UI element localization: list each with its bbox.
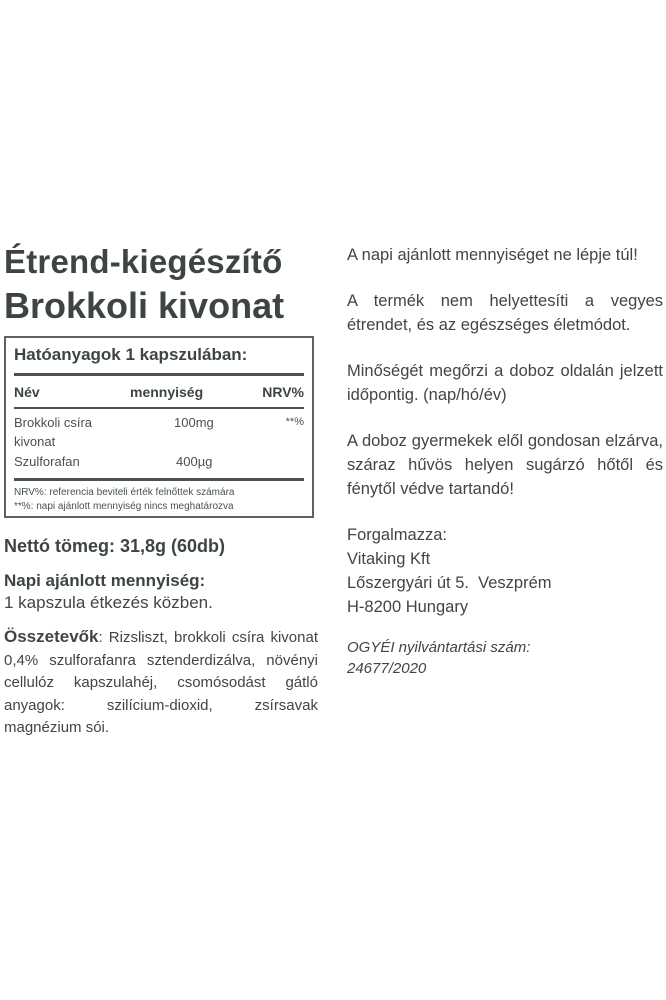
distributor-address: Lőszergyári út 5. Veszprém (347, 574, 552, 592)
best-before-note: Minőségét megőrzi a doboz oldalán jelzett időpontig. (nap/hó/év) (347, 362, 663, 404)
distributor-block (347, 523, 663, 619)
header-amount: mennyiség (130, 384, 204, 400)
divider (14, 373, 304, 376)
daily-dose-label: Napi ajánlott mennyiség: (4, 571, 206, 590)
active-ingredients-box (4, 336, 314, 518)
ingredient-amount: 400µg (176, 454, 213, 469)
ingredient-name: kivonat (14, 434, 56, 449)
net-weight: Nettó tömeg: 31,8g (60db) (4, 536, 226, 556)
header-nrv: NRV% (262, 384, 304, 400)
table-header (14, 382, 304, 402)
distributor-name: Vitaking Kft (347, 550, 431, 568)
dose-warning: A napi ajánlott mennyiséget ne lépje túl! (347, 246, 638, 264)
ingredient-name: Brokkoli csíra (14, 415, 93, 430)
diet-warning: A termék nem helyettesíti a vegyes étrendet, és az egészséges életmódot. (347, 292, 663, 334)
nrv-undefined-note: **%: napi ajánlott mennyiség nincs meghatározva (14, 501, 234, 512)
product-name-title: Brokkoli kivonat (4, 285, 285, 326)
table-row (14, 413, 304, 432)
registry-block (347, 637, 663, 679)
distributor-label: Forgalmazza: (347, 526, 447, 544)
active-ingredients-title: Hatóanyagok 1 kapszulában: (14, 345, 248, 364)
table-row (14, 432, 304, 451)
ingredients-label: Összetevők (4, 627, 99, 646)
daily-dose-value: 1 kapszula étkezés közben. (4, 593, 213, 612)
nrv-note: NRV%: referencia beviteli érték felnőttek számára (14, 487, 235, 498)
ingredient-amount: 100mg (174, 415, 214, 430)
registry-label: OGYÉI nyilvántartási szám: (347, 639, 531, 656)
header-name: Név (14, 384, 40, 400)
ingredient-name: Szulforafan (14, 454, 80, 469)
ingredients-paragraph (4, 626, 318, 740)
left-column (4, 242, 318, 740)
storage-instructions: A doboz gyermekek elől gondosan elzárva, száraz hűvös helyen sugárzó hőtől és fénytől védve tartandó! (347, 432, 663, 498)
ingredient-nrv (250, 452, 304, 471)
divider (14, 478, 304, 481)
ingredient-nrv (250, 432, 304, 451)
product-category-title: Étrend-kiegészítő (4, 243, 283, 280)
divider (14, 407, 304, 409)
table-row (14, 452, 304, 471)
registry-number: 24677/2020 (347, 660, 427, 677)
distributor-city: H-8200 Hungary (347, 598, 469, 616)
ingredient-amount (130, 432, 250, 451)
right-column (347, 243, 663, 679)
ingredients-text: : Rizsliszt, brokkoli csíra kivonat 0,4% szulforafanra sztenderdizálva, növényi cellulóz kapszulahéj, csomósodást gátló anyagok: szilícium-dioxid, zsírsavak magnézium sói. (4, 629, 318, 736)
ingredient-nrv: **% (285, 416, 304, 428)
